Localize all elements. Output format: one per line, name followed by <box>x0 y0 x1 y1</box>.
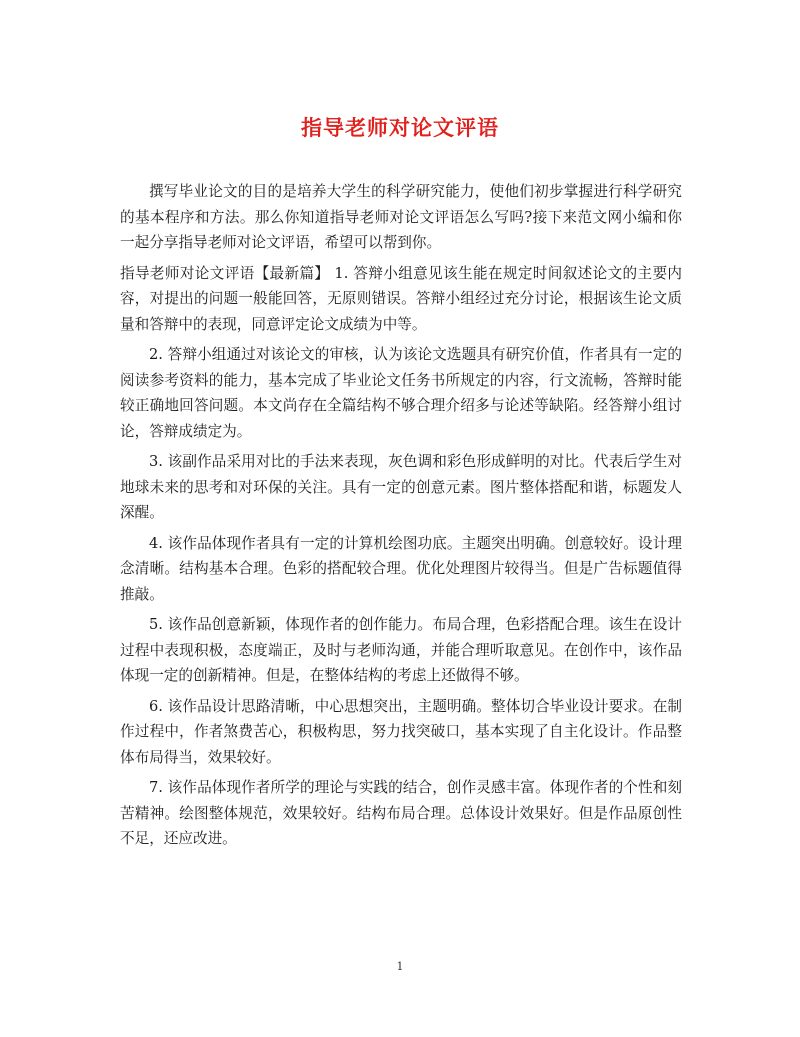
list-item-6: 6. 该作品设计思路清晰，中心思想突出，主题明确。整体切合毕业设计要求。在制作过程中，作者煞费苦心，积极构思，努力找突破口，基本实现了自主化设计。作品整体布局得当，效果较好。 <box>120 697 682 766</box>
list-item-4: 4. 该作品体现作者具有一定的计算机绘图功底。主题突出明确。创意较好。设计理念清晰。结构基本合理。色彩的搭配较合理。优化处理图片较得当。但是广告标题值得推敲。 <box>120 534 682 603</box>
page-number: 1 <box>396 960 404 973</box>
document-title: 指导老师对论文评语 <box>301 115 499 140</box>
list-item-7: 7. 该作品体现作者所学的理论与实践的结合，创作灵感丰富。体现作者的个性和刻苦精神。绘图整体规范，效果较好。结构布局合理。总体设计效果好。但是作品原创性不足，还应改进。 <box>120 779 682 847</box>
document-body <box>120 179 682 857</box>
section-heading: 指导老师对论文评语【最新篇】 <box>120 264 330 282</box>
list-item-1: 1. 答辩小组意见该生能在规定时间叙述论文的主要内容，对提出的问题一般能回答，无原则错误。答辩小组经过充分讨论，根据该生论文质量和答辩中的表现，同意评定论文成绩为中等。 <box>120 264 682 333</box>
intro-paragraph: 撰写毕业论文的目的是培养大学生的科学研究能力，使他们初步掌握进行科学研究的基本程序和方法。那么你知道指导老师对论文评语怎么写吗?接下来范文网小编和你一起分享指导老师对论文评语，希望可以帮到你。 <box>120 183 682 251</box>
section-paragraph-1 <box>120 261 682 338</box>
list-item-5: 5. 该作品创意新颖，体现作者的创作能力。布局合理，色彩搭配合理。该生在设计过程中表现积极，态度端正，及时与老师沟通，并能合理听取意见。在创作中，该作品体现一定的创新精神。但是，在整体结构的考虑上还做得不够。 <box>120 616 682 684</box>
list-item-2: 2. 答辩小组通过对该论文的审核，认为该论文选题具有研究价值，作者具有一定的阅读参考资料的能力，基本完成了毕业论文任务书所规定的内容，行文流畅，答辩时能较正确地回答问题。本文尚存在全篇结构不够合理介绍多与论述等缺陷。经答辩小组讨论，答辩成绩定为。 <box>120 346 682 440</box>
list-item-3: 3. 该副作品采用对比的手法来表现，灰色调和彩色形成鲜明的对比。代表后学生对地球未来的思考和对环保的关注。具有一定的创意元素。图片整体搭配和谐，标题发人深醒。 <box>120 453 682 521</box>
